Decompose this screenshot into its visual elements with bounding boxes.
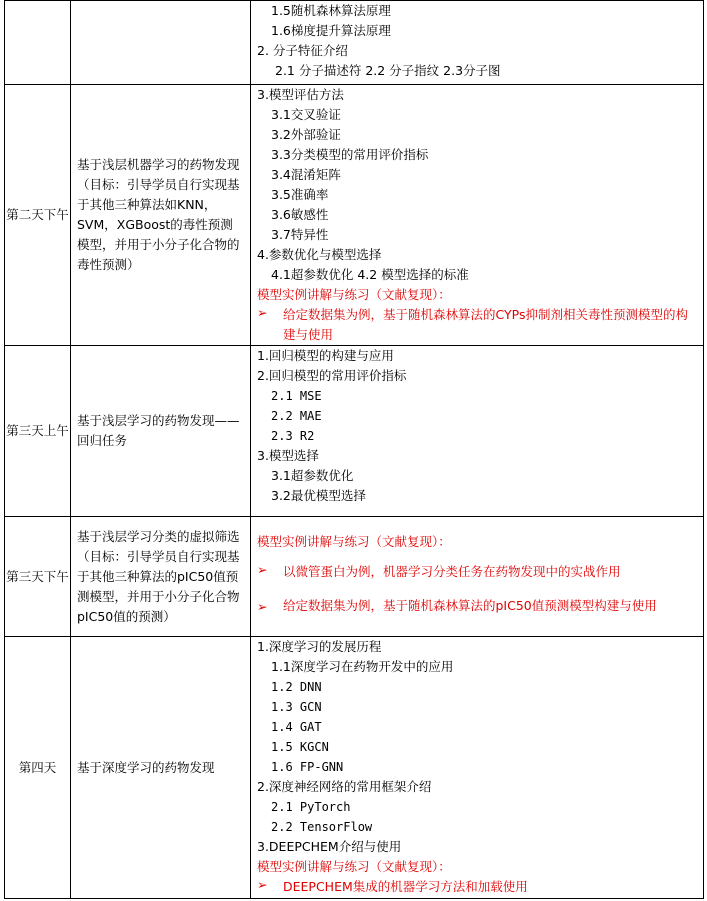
day-cell: 第二天下午 bbox=[5, 85, 71, 346]
content-line: 2.回归模型的常用评价指标 bbox=[257, 368, 407, 383]
arrowhead-bullet-icon: ➢ bbox=[257, 598, 268, 614]
arrowhead-bullet-icon: ➢ bbox=[257, 561, 268, 577]
practice-title: 模型实例讲解与练习（文献复现）： bbox=[257, 859, 451, 874]
content-line: 2.1 PyTorch bbox=[271, 800, 351, 814]
content-line: 1.深度学习的发展历程 bbox=[257, 639, 382, 654]
practice-bullet-text: DEEPCHEM集成的机器学习方法和加载使用 bbox=[283, 879, 528, 894]
content-line: 2. 分子特征介绍 bbox=[257, 43, 348, 58]
content-line: 2.3 R2 bbox=[271, 429, 315, 443]
practice-bullet bbox=[257, 592, 697, 622]
content-cell bbox=[251, 85, 704, 346]
content-line: 1.回归模型的构建与应用 bbox=[257, 348, 394, 363]
content-line: 1.6梯度提升算法原理 bbox=[271, 23, 391, 38]
practice-bullet bbox=[257, 562, 697, 582]
content-line: 3.1超参数优化 bbox=[271, 468, 354, 483]
topic-cell: 基于浅层学习的药物发现——回归任务 bbox=[71, 346, 251, 517]
content-line: 3.1交叉验证 bbox=[271, 107, 341, 122]
topic-cell: 基于浅层机器学习的药物发现（目标：引导学员自行实现基于其他三种算法如KNN，SVM，XGBoost的毒性预测模型，并用于小分子化合物的毒性预测） bbox=[71, 85, 251, 346]
content-line: 1.3 GCN bbox=[271, 700, 322, 714]
table-row bbox=[5, 517, 704, 637]
content-cell bbox=[251, 517, 704, 637]
day-cell bbox=[5, 1, 71, 85]
content-cell bbox=[251, 1, 704, 85]
content-line: 2.1 分子描述符 2.2 分子指纹 2.3分子图 bbox=[275, 63, 501, 78]
content-line: 3.5准确率 bbox=[271, 187, 329, 202]
content-line: 3.2外部验证 bbox=[271, 127, 341, 142]
course-schedule-table bbox=[4, 0, 704, 899]
topic-cell bbox=[71, 1, 251, 85]
content-line: 3.4混淆矩阵 bbox=[271, 167, 341, 182]
practice-bullet bbox=[257, 877, 697, 897]
content-line: 2.2 TensorFlow bbox=[271, 820, 373, 834]
practice-bullet-text: 以微管蛋白为例，机器学习分类任务在药物发现中的实战作用 bbox=[283, 563, 621, 579]
arrowhead-bullet-icon: ➢ bbox=[257, 877, 268, 892]
practice-bullet bbox=[257, 305, 697, 345]
content-line: 2.深度神经网络的常用框架介绍 bbox=[257, 779, 432, 794]
content-line: 4.1超参数优化 4.2 模型选择的标准 bbox=[271, 267, 469, 282]
content-line: 4.参数优化与模型选择 bbox=[257, 247, 382, 262]
content-line: 2.1 MSE bbox=[271, 389, 322, 403]
practice-title: 模型实例讲解与练习（文献复现）： bbox=[257, 533, 451, 549]
day-cell: 第四天 bbox=[5, 637, 71, 899]
day-cell: 第三天上午 bbox=[5, 346, 71, 517]
table-row bbox=[5, 346, 704, 517]
content-line: 3.3分类模型的常用评价指标 bbox=[271, 147, 429, 162]
practice-title: 模型实例讲解与练习（文献复现）： bbox=[257, 287, 451, 302]
content-line: 2.2 MAE bbox=[271, 409, 322, 423]
content-line: 1.1深度学习在药物开发中的应用 bbox=[271, 659, 454, 674]
content-line: 1.4 GAT bbox=[271, 720, 322, 734]
table-row bbox=[5, 1, 704, 85]
content-line: 3.DEEPCHEM介绍与使用 bbox=[257, 839, 402, 854]
topic-cell: 基于深度学习的药物发现 bbox=[71, 637, 251, 899]
practice-bullet-text: 给定数据集为例，基于随机森林算法的pIC50值预测模型构建与使用 bbox=[283, 597, 657, 613]
content-line: 1.5 KGCN bbox=[271, 740, 329, 754]
content-line: 3.模型选择 bbox=[257, 448, 319, 463]
content-cell bbox=[251, 346, 704, 517]
content-line: 1.6 FP-GNN bbox=[271, 760, 344, 774]
content-cell bbox=[251, 637, 704, 899]
table-row bbox=[5, 637, 704, 899]
topic-cell: 基于浅层学习分类的虚拟筛选（目标：引导学员自行实现基于其他三种算法的pIC50值预测模型，并用于小分子化合物pIC50值的预测） bbox=[71, 517, 251, 637]
content-line: 3.模型评估方法 bbox=[257, 87, 344, 102]
content-line: 3.6敏感性 bbox=[271, 207, 329, 222]
practice-bullet-text: 给定数据集为例，基于随机森林算法的CYPs抑制剂相关毒性预测模型的构建与使用 bbox=[283, 307, 688, 342]
content-line: 1.5随机森林算法原理 bbox=[271, 3, 391, 18]
content-line: 1.2 DNN bbox=[271, 680, 322, 694]
content-line: 3.2最优模型选择 bbox=[271, 488, 366, 503]
content-line: 3.7特异性 bbox=[271, 227, 329, 242]
table-row bbox=[5, 85, 704, 346]
arrowhead-bullet-icon: ➢ bbox=[257, 305, 268, 320]
day-cell: 第三天下午 bbox=[5, 517, 71, 637]
